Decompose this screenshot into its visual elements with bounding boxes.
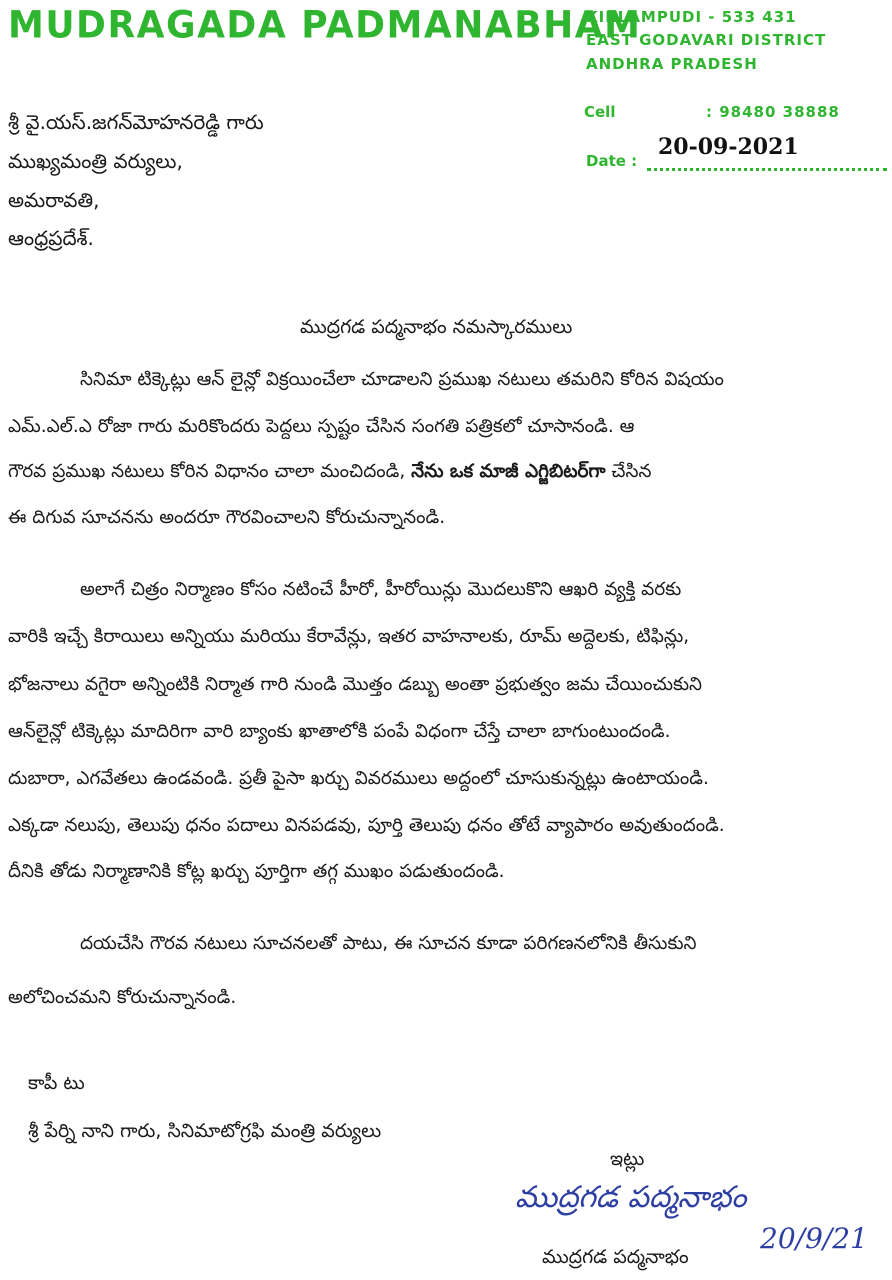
date-label: Date :: [586, 152, 638, 170]
paragraph-line: భోజనాలు వగైరా అన్నింటికి నిర్మాత గారి నుండి మొత్తం డబ్బు అంతా ప్రభుత్వం జమ చేయించుకుని: [8, 674, 703, 695]
closing-itlu: ఇట్లు: [610, 1148, 645, 1170]
paragraph-line: దీనికి తోడు నిర్మాణానికి కోట్ల ఖర్చు పూర్తిగా తగ్గ ముఖం పడుతుందండి.: [8, 861, 505, 882]
handwritten-date: 20/9/21: [760, 1222, 868, 1255]
paragraph-line: దయచేసి గౌరవ నటులు సూచనలతో పాటు, ఈ సూచన కూడా పరిగణనలోనికి తీసుకుని: [80, 933, 697, 954]
date-separator: :: [631, 152, 638, 170]
salutation: ముద్రగడ పద్మనాభం నమస్కారములు: [300, 316, 573, 338]
paragraph-line: సినిమా టిక్కెట్లు ఆన్ లైన్లో విక్రయించేలా చూడాలని ప్రముఖ నటులు తమరిని కోరిన విషయం: [80, 369, 724, 390]
paragraph-line: అలాగే చిత్రం నిర్మాణం కోసం నటించే హీరో, హీరోయిన్లు మొదలుకొని ఆఖరి వ్యక్తి వరకు: [80, 579, 682, 600]
paragraph-line: ఎమ్.ఎల్.ఎ రోజా గారు మరికొందరు పెద్దలు స్పష్టం చేసిన సంగతి పత్రికలో చూసానండి. ఆ: [8, 416, 635, 437]
paragraph-line: దుబారా, ఎగవేతలు ఉండవండి. ప్రతీ పైసా ఖర్చు వివరములు అద్దంలో చూసుకున్నట్లు ఉంటాయండి.: [8, 768, 709, 789]
paragraph-line: గౌరవ ప్రముఖ నటులు కోరిన విధానం చాలా మంచిదండి, నేను ఒక మాజీ ఎగ్జిబిటర్‌గా చేసిన: [8, 461, 652, 482]
copy-to-recipient: శ్రీ పేర్ని నాని గారు, సినిమాటోగ్రఫి మంత్రి వర్యులు: [28, 1120, 382, 1142]
letterhead-address-line: ANDHRA PRADESH: [586, 55, 758, 73]
handwritten-signature: ముద్రగడ పద్మనాభం: [515, 1180, 747, 1215]
recipient-line: అమరావతి,: [8, 188, 100, 212]
letterhead-name: MUDRAGADA PADMANABHAM: [8, 4, 642, 48]
cell-label: Cell: [584, 103, 616, 121]
letterhead-address-line: KIRLAMPUDI - 533 431: [586, 8, 797, 26]
recipient-line: ఆంధ్రప్రదేశ్.: [8, 226, 94, 250]
letterhead-address-line: EAST GODAVARI DISTRICT: [586, 31, 827, 49]
bold-phrase: నేను ఒక మాజీ ఎగ్జిబిటర్‌గా: [411, 461, 606, 482]
paragraph-line: ఈ దిగువ సూచనను అందరూ గౌరవించాలని కోరుచున్నానండి.: [8, 507, 446, 528]
cell-number: : 98480 38888: [706, 103, 840, 121]
printed-name: ముద్రగడ పద్మనాభం: [542, 1246, 689, 1268]
paragraph-line: వారికి ఇచ్చే కిరాయిలు అన్నియు మరియు కేరావేన్లు, ఇతర వాహనాలకు, రూమ్ అద్దెలకు, టిఫిన్లు,: [8, 626, 690, 647]
recipient-line: ముఖ్యమంత్రి వర్యులు,: [8, 149, 183, 173]
paragraph-line: ఆన్‌లైన్లో టిక్కెట్లు మాదిరిగా వారి బ్యాంకు ఖాతాలోకి పంపే విధంగా చేస్తే చాలా బాగుంటుందండి.: [8, 721, 671, 742]
paragraph-line: అలోచించమని కోరుచున్నానండి.: [8, 987, 237, 1008]
paragraph-line: ఎక్కడా నలుపు, తెలుపు ధనం పదాలు వినపడవు, పూర్తి తెలుపు ధనం తోటే వ్యాపారం అవుతుందండి.: [8, 815, 725, 836]
recipient-line: శ్రీ వై.యస్.జగన్‌మోహనరెడ్డి గారు: [8, 110, 264, 134]
copy-to-label: కాపీ టు: [28, 1072, 85, 1094]
date-value: 20-09-2021: [658, 134, 799, 160]
